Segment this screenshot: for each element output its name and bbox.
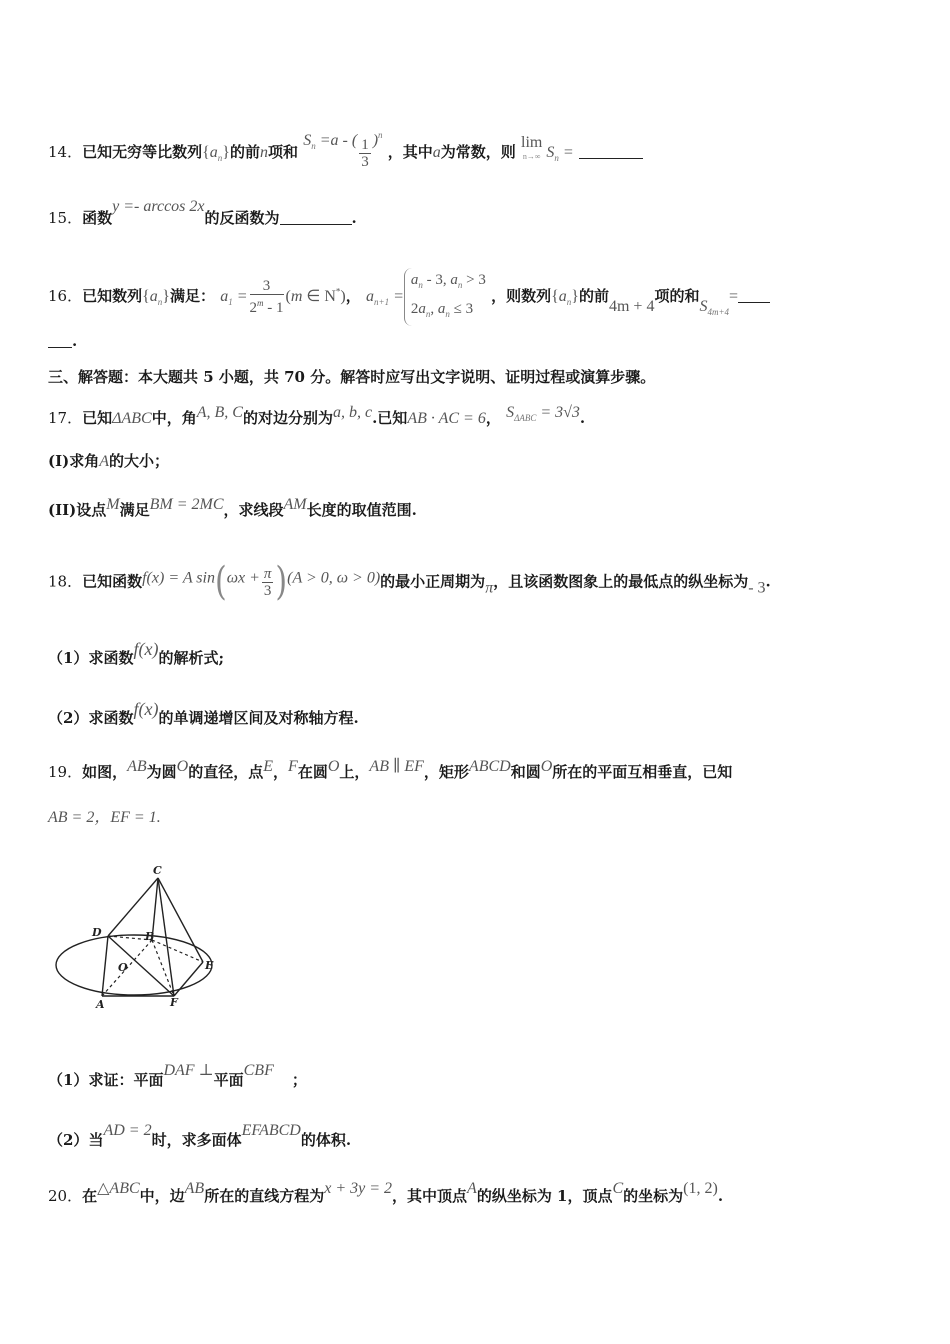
- circle-o: [56, 935, 212, 995]
- label-e: E: [205, 959, 214, 972]
- section-header: 三、解答题：本大题共 5 小题，共 70 分。解答时应写出文字说明、证明过程或演算步骤。: [48, 368, 656, 386]
- label-o: O: [118, 961, 128, 974]
- label-f: F: [170, 996, 178, 1009]
- question-17-part-2: (II)设点M满足BM = 2MC，求线段AM长度的取值范围.: [48, 496, 417, 519]
- recurrence-cases: $a_n - 3$, $a_n > 3$ $2a_n$, $a_n \le 3$: [404, 268, 486, 326]
- question-16-continued: .: [48, 330, 910, 352]
- question-number: 14．: [48, 143, 83, 161]
- label-a: A: [96, 998, 105, 1010]
- function-expr: y =- arccos 2x: [112, 198, 205, 215]
- label-d: D: [92, 926, 102, 939]
- question-number: 15．: [48, 209, 83, 227]
- question-number: 17．: [48, 409, 83, 427]
- limit-expr: lim n→∞: [521, 134, 543, 161]
- question-19: 19．如图，AB为圆O的直径，点E，F在圆O上，AB ∥ EF，矩形ABCD和圆O所在的平面互相垂直，已知: [48, 758, 733, 781]
- sum-formula: $S_n =a$ - (: [303, 132, 358, 151]
- answer-blank[interactable]: [579, 144, 643, 159]
- question-19-part-2: （2）当AD = 2时，求多面体EFABCD的体积.: [48, 1122, 352, 1149]
- question-20: 20．在△ABC中，边AB所在的直线方程为x + 3y = 2，其中顶点A的纵坐标为 1，顶点C的坐标为(1, 2).: [48, 1180, 724, 1205]
- question-18: 18．已知函数f(x) = A sin(ωx + $\frac{\pi}{3}$ )(A > 0, ω > 0)的最小正周期为π，且该函数图象上的最低点的纵坐标为- 3.: [48, 559, 771, 605]
- label-b: B: [145, 930, 155, 943]
- answer-blank[interactable]: [738, 288, 770, 303]
- question-number: 16．: [48, 287, 83, 305]
- question-18-part-2: （2）求函数f(x)的单调递增区间及对称轴方程.: [48, 699, 359, 727]
- question-17: 17．已知ΔABC中，角A, B, C的对边分别为a, b, c.已知AB · AC = 6， $S_{\Delta ABC} = 3√3$.: [48, 404, 586, 427]
- question-16: 16．已知数列$\{a_n\}$满足： $a_1$ = $\frac{3}{2^m - 1}$ (m ∈ N*)， $a_{n+1} =a_n - 3$, $a_n > 3$ $2a_n$, $a_n \le 3$ ，则数列$\{a_n\}$的前4m + 4项的和$S_{4m+4}=$: [48, 268, 910, 326]
- question-number: 20．: [48, 1187, 83, 1205]
- question-18-part-1: （1）求函数f(x)的解析式;: [48, 639, 224, 667]
- question-number: 18．: [48, 572, 83, 591]
- answer-blank-continued[interactable]: [48, 333, 72, 348]
- question-number: 19．: [48, 763, 83, 781]
- answer-blank[interactable]: [280, 210, 352, 225]
- question-17-part-1: (I)求角A的大小；: [48, 452, 170, 470]
- question-14: 14．已知无穷等比数列$\{a_n\}$的前n项和 $S_n =a$ - ( $\frac{1}{3}$ )$^n$ ，其中a为常数，则 lim n→∞ $S_n$ =: [48, 124, 910, 170]
- geometry-figure: [50, 860, 220, 1010]
- question-15: 15．函数y =- arccos 2x的反函数为 .: [48, 198, 357, 227]
- question-19-given: AB = 2，EF = 1.: [48, 809, 161, 826]
- a1-fraction: $\frac{3}{2^m - 1}$: [249, 278, 284, 316]
- label-c: C: [153, 864, 162, 877]
- question-19-part-1: （1）求证：平面DAF ⊥平面CBF；: [48, 1062, 307, 1089]
